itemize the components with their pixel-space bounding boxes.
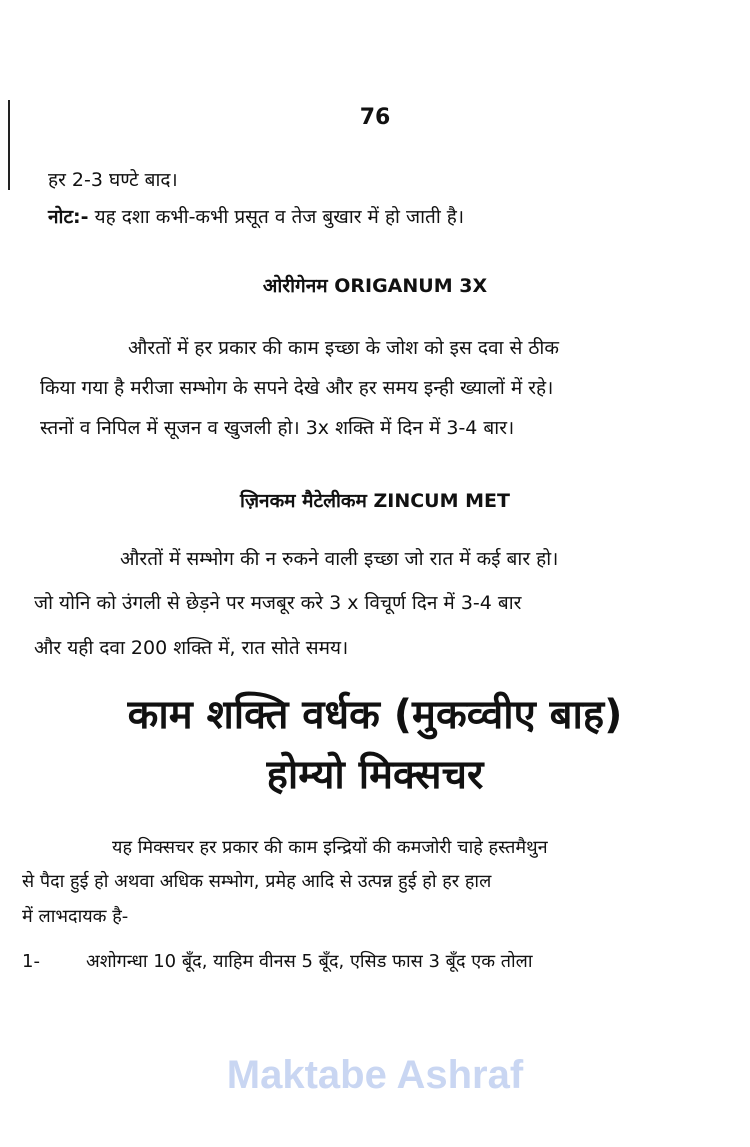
section-heading-zincum: ज़िनकम मैटेलीकम ZINCUM MET	[240, 490, 510, 512]
note-line	[48, 205, 464, 229]
main-title: काम शक्ति वर्धक (मुकव्वीए बाह)	[127, 692, 623, 738]
paragraph-line: औरतों में सम्भोग की न रुकने वाली इच्छा जो रात में कई बार हो।	[120, 548, 559, 570]
note-label: नोट:-	[48, 206, 89, 228]
main-subtitle: होम्यो मिक्सचर	[266, 752, 484, 798]
watermark: Maktabe Ashraf	[226, 1053, 524, 1097]
note-text: यह दशा कभी-कभी प्रसूत व तेज बुखार में हो जाती है।	[94, 206, 465, 228]
paragraph-line: औरतों में हर प्रकार की काम इच्छा के जोश को इस दवा से ठीक	[128, 337, 559, 359]
paragraph-line: और यही दवा 200 शक्ति में, रात सोते समय।	[34, 637, 349, 659]
paragraph-line: यह मिक्सचर हर प्रकार की काम इन्द्रियों की कमजोरी चाहे हस्तमैथुन	[112, 837, 548, 858]
paragraph-line: में लाभदायक है-	[22, 906, 129, 927]
page-number: 76	[359, 105, 391, 130]
paragraph-line: जो योनि को उंगली से छेड़ने पर मजबूर करे 3 x विचूर्ण दिन में 3-4 बार	[34, 592, 522, 614]
paragraph-line: किया गया है मरीजा सम्भोग के सपने देखे और हर समय इन्ही ख्यालों में रहे।	[40, 377, 554, 399]
section-heading-origanum: ओरीगेनम ORIGANUM 3X	[262, 275, 488, 297]
list-item: अशोगन्धा 10 बूँद, याहिम वीनस 5 बूँद, एसिड फास 3 बूँद एक तोला	[86, 951, 533, 972]
list-item-number: 1-	[22, 951, 40, 972]
paragraph-line: स्तनों व निपिल में सूजन व खुजली हो। 3x शक्ति में दिन में 3-4 बार।	[40, 417, 515, 439]
text-line: हर 2-3 घण्टे बाद।	[48, 169, 178, 191]
paragraph-line: से पैदा हुई हो अथवा अधिक सम्भोग, प्रमेह आदि से उत्पन्न हुई हो हर हाल	[22, 871, 492, 892]
